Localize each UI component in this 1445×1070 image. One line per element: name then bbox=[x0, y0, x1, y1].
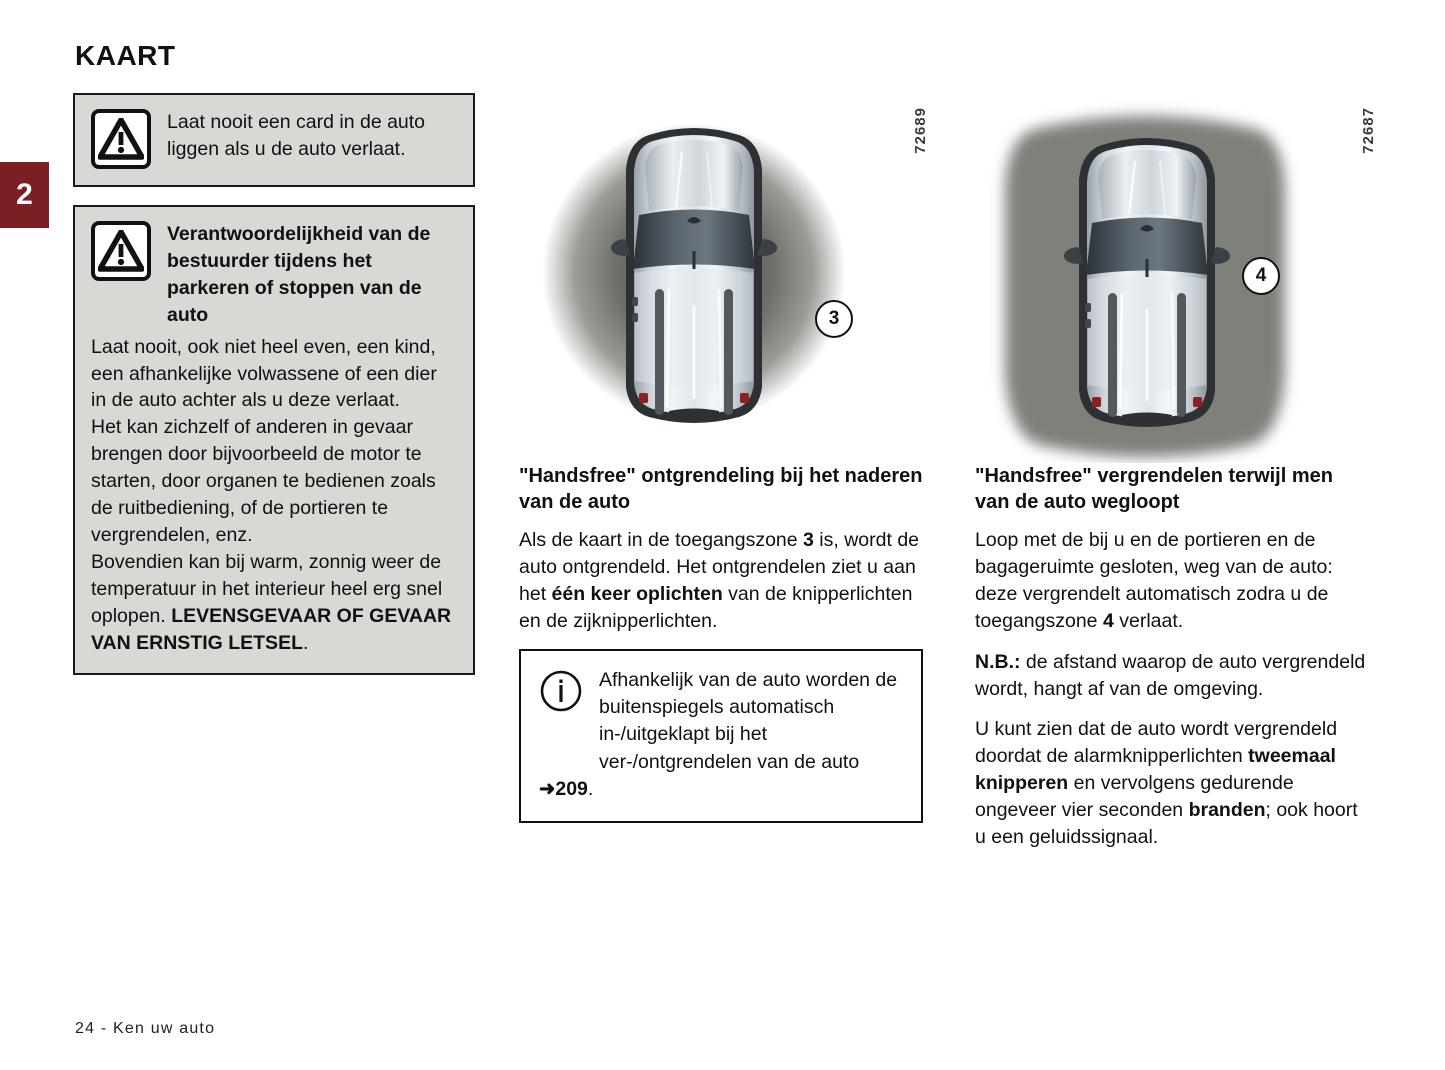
callout-marker-3: 3 bbox=[815, 300, 853, 338]
warning-box-card bbox=[73, 93, 475, 187]
text-part: van de knipperlichten en de zijknipperlichten. bbox=[519, 582, 913, 632]
right-paragraph-3 bbox=[975, 716, 1371, 851]
figure-image-unlock bbox=[519, 93, 923, 463]
page-footer: 24 - Ken uw auto bbox=[75, 1020, 216, 1037]
info-text-tail bbox=[539, 776, 903, 803]
text-part: is, wordt de auto ontgrendeld. Het ontgrendelen ziet u aan het bbox=[519, 529, 920, 605]
middle-column bbox=[519, 93, 929, 823]
warning-paragraph: Het kan zichzelf of anderen in gevaar brengen door bijvoorbeeld de motor te starten, door organen te bedienen zoals de ruitbediening, of de portieren te vergrendelen, enz. bbox=[91, 416, 436, 546]
figure-unlock-zone bbox=[519, 93, 929, 463]
warning-text-card: Laat nooit een card in de auto liggen als u de auto verlaat. bbox=[167, 111, 426, 160]
figure-lock-zone bbox=[975, 93, 1377, 463]
right-paragraph-note bbox=[975, 649, 1371, 703]
middle-section-heading: "Handsfree" ontgrendeling bij het naderen van de auto bbox=[519, 465, 923, 513]
zone-number: 3 bbox=[803, 529, 814, 551]
emphasis-text: branden bbox=[1188, 799, 1266, 822]
warning-box-responsibility bbox=[73, 205, 475, 675]
warning-paragraph-text: Bovendien kan bij warm, zonnig weer de temperatuur in het interieur heel erg snel oplopen. bbox=[91, 550, 443, 627]
text-part: en vervolgens gedurende ongeveer vier seconden bbox=[975, 772, 1294, 822]
text-part: de afstand waarop de auto vergrendeld wordt, hangt af van de omgeving. bbox=[975, 650, 1366, 700]
text-part: Loop met de bij u en de portieren en de bagageruimte gesloten, weg van de auto: deze vergrendelt automatisch zodra u de toegangszone bbox=[975, 529, 1333, 632]
info-circle-icon bbox=[539, 669, 583, 713]
warning-body-responsibility bbox=[91, 334, 457, 657]
warning-emphasis: LEVENSGEVAAR OF GEVAAR VAN ERNSTIG LETSEL bbox=[91, 604, 452, 654]
page-reference-arrow: ➜ bbox=[539, 777, 556, 800]
warning-heading-responsibility: Verantwoordelijkheid van de bestuurder tijdens het parkeren of stoppen van de auto bbox=[167, 223, 431, 326]
figure-reference-number: 72687 bbox=[1360, 107, 1377, 154]
text-part: U kunt zien dat de auto wordt vergrendeld doordat de alarmknipperlichten bbox=[975, 718, 1338, 768]
text-part: . bbox=[587, 777, 594, 800]
middle-paragraph bbox=[519, 527, 923, 635]
figure-image-lock bbox=[975, 93, 1371, 463]
text-part: ; ook hoort u een geluidssignaal. bbox=[975, 799, 1358, 849]
right-column bbox=[975, 93, 1377, 865]
chapter-tab bbox=[0, 162, 49, 228]
callout-marker-4: 4 bbox=[1242, 257, 1280, 295]
emphasis-text: één keer oplichten bbox=[551, 582, 723, 605]
text-part: verlaat. bbox=[1113, 609, 1184, 632]
zone-number: 4 bbox=[1102, 609, 1114, 632]
warning-emphasis-tail: . bbox=[303, 631, 309, 654]
emphasis-text: tweemaal knipperen bbox=[975, 745, 1336, 795]
warning-paragraph: Laat nooit, ook niet heel even, een kind, een afhankelijke volwassene of een dier in de auto achter als u deze verlaat. bbox=[91, 335, 437, 412]
chapter-number: 2 bbox=[16, 178, 33, 211]
warning-triangle-icon bbox=[91, 221, 151, 281]
page-reference-number: 209 bbox=[555, 777, 588, 800]
text-part: Als de kaart in de toegangszone bbox=[519, 529, 804, 551]
figure-reference-number: 72689 bbox=[912, 107, 929, 154]
warning-paragraph bbox=[91, 549, 457, 657]
right-section-heading: "Handsfree" vergrendelen terwijl men van de auto wegloopt bbox=[975, 465, 1333, 513]
note-label: N.B.: bbox=[975, 650, 1021, 673]
warning-triangle-icon bbox=[91, 109, 151, 169]
right-paragraph-1 bbox=[975, 527, 1371, 635]
info-text: Afhankelijk van de auto worden de buitenspiegels automatisch in-/uitgeklapt bij het ver-/ontgrendelen van de auto bbox=[599, 668, 898, 773]
page-title: KAART bbox=[75, 40, 176, 71]
left-column bbox=[73, 93, 475, 693]
info-box-mirrors bbox=[519, 649, 923, 823]
